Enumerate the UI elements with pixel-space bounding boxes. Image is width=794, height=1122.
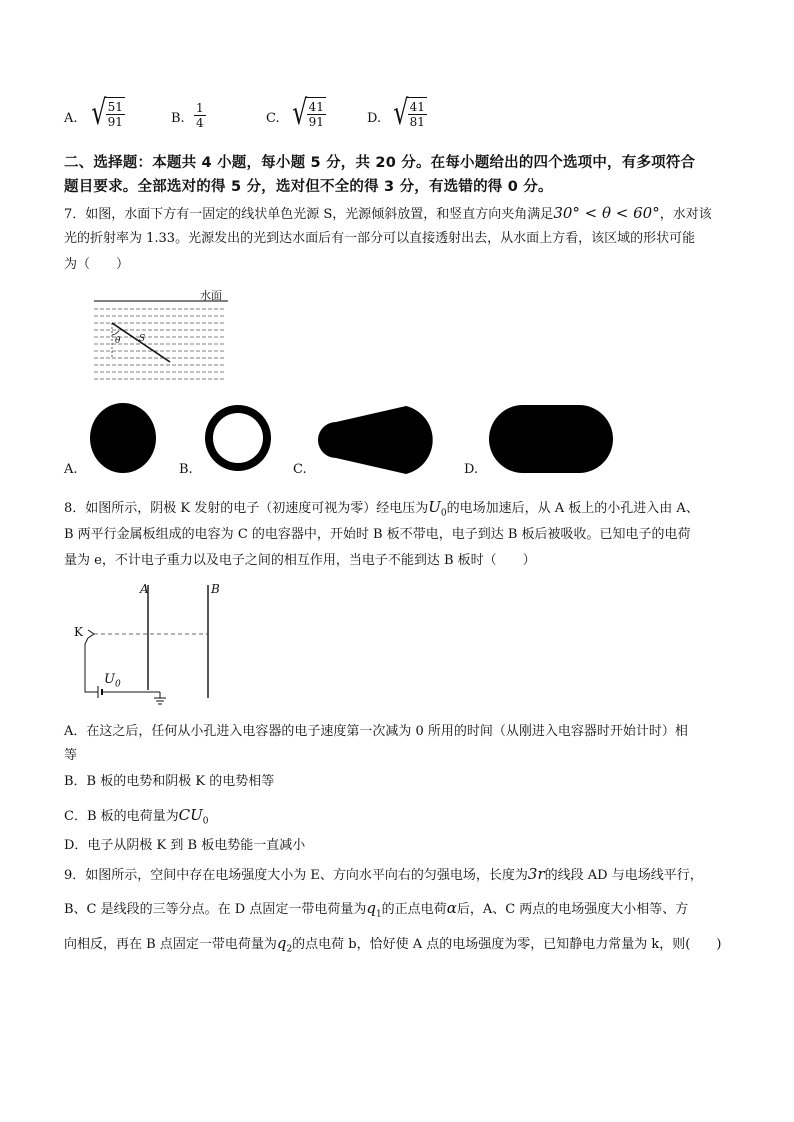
q9-line1: 9．如图所示，空间中存在电场强度大小为 E、方向水平向右的匀强电场，长度为3r的线段 AD 与电场线平行， [64, 865, 703, 883]
q7-source-label: S [139, 334, 146, 344]
q7-shape-options [64, 400, 704, 480]
q8-line2: B 两平行金属板组成的电容为 C 的电容器中，开始时 B 板不带电，电子到达 B 板后被吸收。已知电子的电荷 [64, 527, 691, 542]
q6-option-b-label: B. [171, 111, 185, 126]
q6-option-b-value: $\frac{1}{4}$ [196, 101, 204, 130]
q9-line2: B、C 是线段的三等分点。在 D 点固定一带电荷量为$q_1$的正点电荷α后，A、C 两点的电场强度大小相等、方 [64, 899, 689, 920]
q9-line3: 向相反，再在 B 点固定一带电荷量为$q_2$的点电荷 b，恰好使 A 点的电场强度为零，已知静电力常量为 k，则( ) [64, 934, 722, 955]
q7-line3: 为（ ） [64, 257, 130, 272]
q8-option-b: B．B 板的电势和阴极 K 的电势相等 [64, 774, 275, 789]
q8-plate-a-label: A [140, 582, 149, 596]
q8-line1: 8．如图所示，阴极 K 发射的电子（初速度可视为零）经电压为$U_0$的电场加速后，从 A 板上的小孔进入由 A、 [64, 498, 699, 519]
q8-voltage-label: $U_0$ [104, 672, 121, 690]
q7-shape-a-disc [89, 402, 159, 474]
q8-option-a-line2: 等 [64, 748, 78, 763]
q8-line3: 量为 e，不计电子重力以及电子之间的相互作用，当电子不能到达 B 板时（ ） [64, 553, 536, 568]
q6-option-c-value: √ $\frac{41}{91}$ [292, 93, 324, 133]
q7-shape-c-teardrop [318, 404, 444, 476]
q7-option-a-label: A. [64, 462, 78, 477]
q8-option-c: C．B 板的电荷量为$CU_0$ [64, 806, 209, 827]
q7-line2: 光的折射率为 1.33。光源发出的光到达水面后有一部分可以直接透射出去，从水面上方看，该区域的形状可能 [64, 231, 696, 246]
q7-shape-d-stadium [488, 404, 614, 474]
q6-option-d-label: D. [367, 111, 382, 126]
q8-cathode-label: K [74, 625, 83, 639]
q7-option-c-label: C. [293, 462, 307, 477]
q7-water-figure [90, 287, 230, 387]
q7-option-b-label: B. [179, 462, 193, 477]
q6-option-a-value: √ $\frac{51}{91}$ [91, 93, 123, 133]
section2-heading-line1: 二、选择题：本题共 4 小题，每小题 5 分，共 20 分。在每小题给出的四个选项中，有多项符合 [64, 155, 696, 171]
q6-option-a-label: A. [64, 111, 78, 126]
q8-option-a-line1: A．在这之后，任何从小孔进入电容器的电子速度第一次减为 0 所用的时间（从刚进入电容器时开始计时）相 [64, 724, 688, 739]
q7-water-surface-label: 水面 [200, 289, 222, 302]
q6-options [64, 93, 464, 142]
section2-heading-line2: 题目要求。全部选对的得 5 分，选对但不全的得 3 分，有选错的得 0 分。 [64, 179, 553, 195]
q8-circuit-svg [70, 580, 230, 705]
q7-line1: 7．如图，水面下方有一固定的线状单色光源 S，光源倾斜放置，和竖直方向夹角满足30° < θ < 60°，水对该 [64, 204, 712, 222]
q7-option-d-label: D. [464, 462, 479, 477]
q7-theta-label: θ [115, 336, 121, 346]
q8-plate-b-label: B [211, 582, 220, 596]
q8-capacitor-figure [70, 580, 230, 705]
q7-angle-condition: 30° < θ < 60° [553, 204, 660, 222]
q8-option-d: D．电子从阴极 K 到 B 板电势能一直减小 [64, 838, 306, 853]
q6-option-d-value: √ $\frac{41}{81}$ [393, 93, 425, 133]
q6-option-c-label: C. [266, 111, 280, 126]
q7-shape-b-ring [204, 404, 272, 472]
